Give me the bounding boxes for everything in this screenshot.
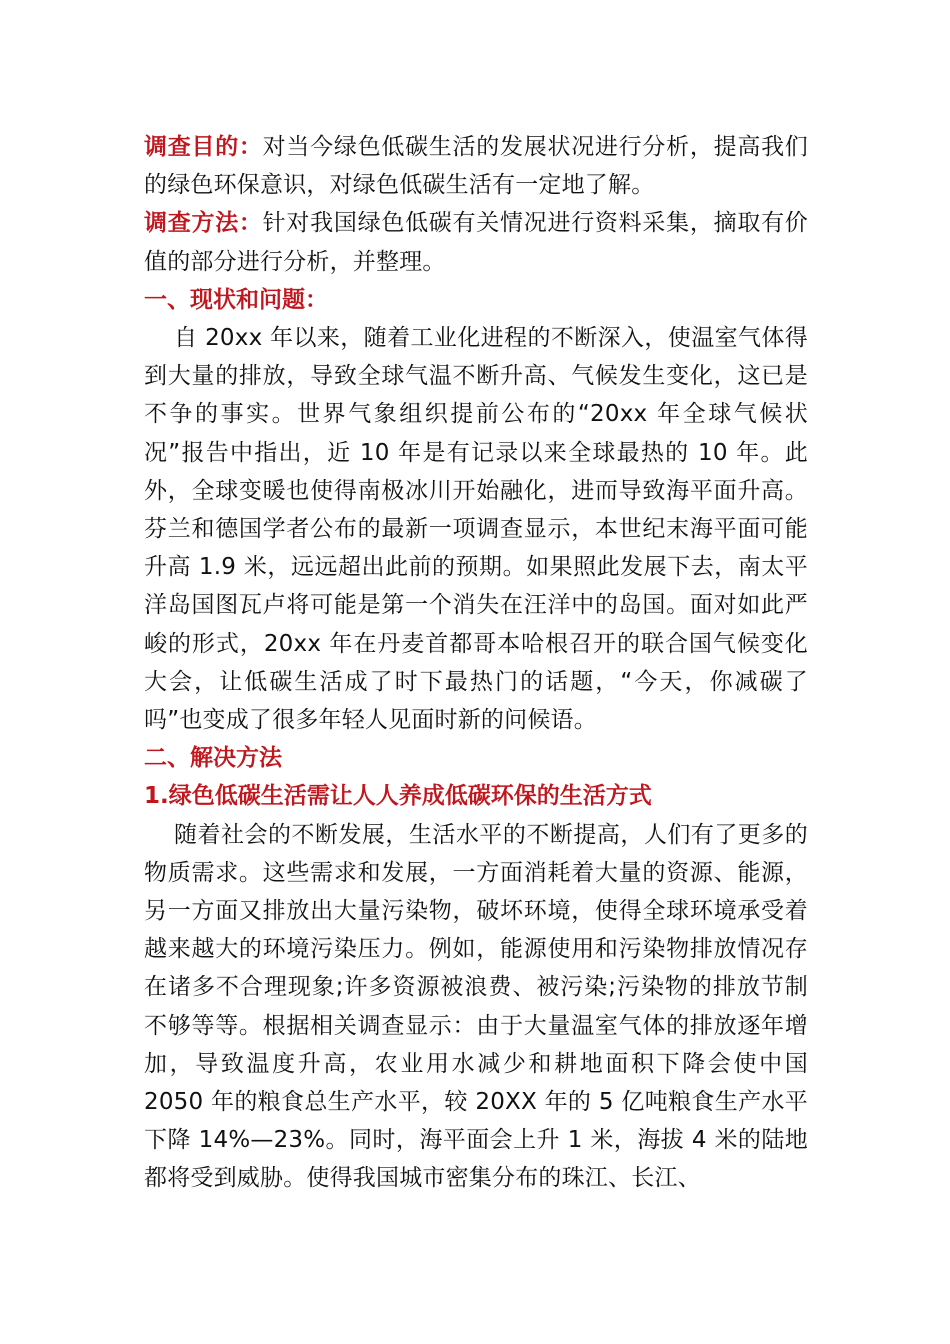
document-page: [144, 128, 808, 1198]
purpose-text: 对当今绿色低碳生活的发展状况进行分析，提高我们的绿色环保意识，对绿色低碳生活有一定地了解。: [144, 134, 808, 199]
section1-heading: 一、现状和问题：: [144, 286, 328, 313]
purpose-label: 调查目的：: [144, 134, 263, 160]
section1-paragraph: 自 20xx 年以来，随着工业化进程的不断深入，使温室气体得到大量的排放，导致全球气温不断升高、气候发生变化，这已是不争的事实。世界气象组织提前公布的“20xx 年全球气候状况”报告中指出，近 10 年是有记录以来全球最热的 10 年。此外，全球变暖也使得南极冰川开始融化，进而导致海平面升高。芬兰和德国学者公布的最新一项调查显示，本世纪末海平面可能升高 1.9 米，远远超出此前的预期。如果照此发展下去，南太平洋岛国图瓦卢将可能是第一个消失在汪洋中的岛国。面对如此严峻的形式，20xx 年在丹麦首都哥本哈根召开的联合国气候变化大会，让低碳生活成了时下最热门的话题，“今天，你减碳了吗”也变成了很多年轻人见面时新的问候语。: [144, 325, 808, 734]
method-text: 针对我国绿色低碳有关情况进行资料采集，摘取有价值的部分进行分析，并整理。: [144, 210, 808, 275]
section2-heading: 二、解决方法: [144, 745, 282, 772]
method-label: 调查方法：: [144, 210, 263, 237]
section2-subheading: 1.绿色低碳生活需让人人养成低碳环保的生活方式: [144, 783, 652, 810]
section2-paragraph: 随着社会的不断发展，生活水平的不断提高，人们有了更多的物质需求。这些需求和发展，一方面消耗着大量的资源、能源，另一方面又排放出大量污染物，破坏环境，使得全球环境承受着越来越大的环境污染压力。例如，能源使用和污染物排放情况存在诸多不合理现象;许多资源被浪费、被污染;污染物的排放节制不够等等。根据相关调查显示：由于大量温室气体的排放逐年增加，导致温度升高，农业用水减少和耕地面积下降会使中国 2050 年的粮食总生产水平，较 20XX 年的 5 亿吨粮食生产水平下降 14%—23%。同时，海平面会上升 1 米，海拔 4 米的陆地都将受到威胁。使得我国城市密集分布的珠江、长江、: [144, 821, 808, 1192]
purpose-paragraph: [144, 128, 808, 204]
method-paragraph: [144, 204, 808, 280]
